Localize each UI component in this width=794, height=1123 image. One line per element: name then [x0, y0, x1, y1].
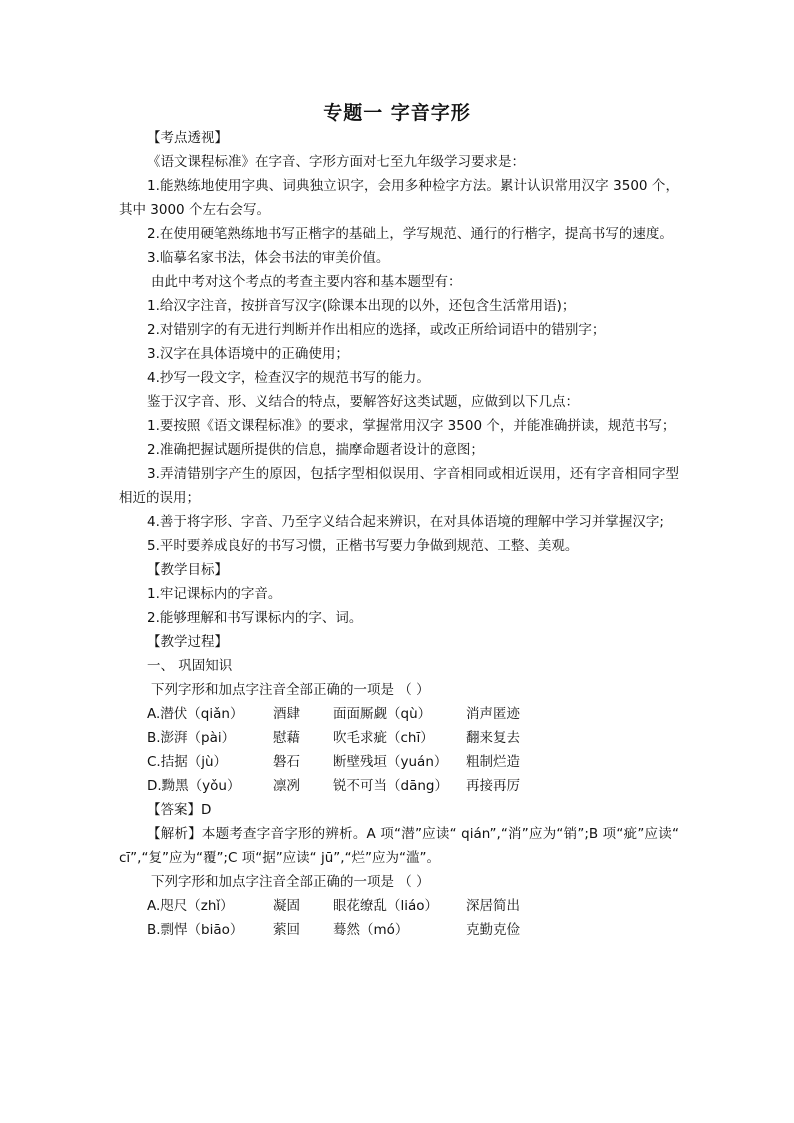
- list-item: 1.牢记课标内的字音。: [147, 586, 282, 602]
- option-d: [119, 774, 679, 798]
- option-term: B.剽悍（biāo）: [147, 922, 244, 938]
- list-item: 2.能够理解和书写课标内的字、词。: [147, 610, 363, 626]
- option-term: B.澎湃（pài）: [147, 730, 236, 746]
- list-item: 1.要按照《语文课程标准》的要求，掌握常用汉字 3500 个，并能准确拼读，规范书写；: [147, 418, 676, 434]
- list-item: 2.准确把握试题所提供的信息，揣摩命题者设计的意图；: [147, 442, 484, 458]
- answer: 【答案】D: [147, 802, 212, 818]
- list-item: 3.汉字在具体语境中的正确使用；: [147, 346, 349, 362]
- list-item: 1.给汉字注音，按拼音写汉字(除课本出现的以外，还包含生活常用语)；: [147, 298, 576, 314]
- option-term: 慰藉: [273, 730, 300, 746]
- option-b: [119, 726, 679, 750]
- question-stem: 下列字形和加点字注音全部正确的一项是 （ ）: [151, 874, 430, 890]
- document-body: [119, 126, 679, 942]
- option-term: A.潜伏（qiǎn）: [147, 706, 244, 722]
- option-term: 凝固: [273, 898, 300, 914]
- option-term: 蓦然（mó）: [333, 922, 409, 938]
- paragraph: 1.能熟练地使用字典、词典独立识字，会用多种检字方法。累计认识常用汉字 3500 个，其中 3000 个左右会写。: [119, 178, 679, 218]
- list-item: 4.抄写一段文字，检查汉字的规范书写的能力。: [147, 370, 430, 386]
- paragraph: 2.在使用硬笔熟练地书写正楷字的基础上，学写规范、通行的行楷字，提高书写的速度。: [147, 226, 673, 242]
- option-term: 翻来复去: [466, 730, 520, 746]
- option-a: [119, 702, 679, 726]
- option-term: 磐石: [273, 754, 300, 770]
- option-term: 粗制烂造: [466, 754, 520, 770]
- list-item: 4.善于将字形、字音、乃至字义结合起来辨识，在对具体语境的理解中学习并掌握汉字;: [147, 514, 664, 530]
- option-term: 深居简出: [466, 898, 520, 914]
- option-term: 断壁残垣（yuán）: [333, 754, 448, 770]
- question-stem: 下列字形和加点字注音全部正确的一项是 （ ）: [151, 682, 430, 698]
- option-term: A.咫尺（zhǐ）: [147, 898, 234, 914]
- option-term: 面面厮觑（qù）: [333, 706, 432, 722]
- option-b: [119, 918, 679, 942]
- option-a: [119, 894, 679, 918]
- option-term: C.拮据（jù）: [147, 754, 228, 770]
- list-item: 3.弄清错别字产生的原因，包括字型相似误用、字音相同或相近误用，还有字音相同字型相近的误用；: [119, 466, 679, 506]
- option-term: 克勤克俭: [466, 922, 520, 938]
- list-item: 2.对错别字的有无进行判断并作出相应的选择，或改正所给词语中的错别字；: [147, 322, 606, 338]
- option-term: D.黝黑（yǒu）: [147, 778, 241, 794]
- option-term: 眼花缭乱（liáo）: [333, 898, 439, 914]
- subsection-heading: 一、 巩固知识: [147, 658, 233, 674]
- option-c: [119, 750, 679, 774]
- option-term: 萦回: [273, 922, 300, 938]
- page-title: 专题一 字音字形: [323, 102, 471, 124]
- explanation: 【解析】本题考查字音字形的辨析。A 项“潜”应读“ qián”,“消”应为“销”;B 项“疵”应读“ cī”,“复”应为“覆”;C 项“据”应读“ jū”,“烂”应为“滥”。: [119, 826, 679, 866]
- section-heading: 【教学目标】: [147, 562, 228, 578]
- option-term: 凛冽: [273, 778, 300, 794]
- section-heading: 【考点透视】: [147, 130, 228, 146]
- paragraph: 3.临摹名家书法，体会书法的审美价值。: [147, 250, 390, 266]
- option-term: 锐不可当（dāng）: [333, 778, 448, 794]
- option-term: 消声匿迹: [466, 706, 520, 722]
- option-term: 再接再厉: [466, 778, 520, 794]
- paragraph: 由此中考对这个考点的考查主要内容和基本题型有：: [151, 274, 462, 290]
- list-item: 5.平时要养成良好的书写习惯，正楷书写要力争做到规范、工整、美观。: [147, 538, 579, 554]
- paragraph: 《语文课程标准》在字音、字形方面对七至九年级学习要求是：: [147, 154, 525, 170]
- option-term: 吹毛求疵（chī）: [333, 730, 434, 746]
- paragraph: 鉴于汉字音、形、义结合的特点，要解答好这类试题，应做到以下几点：: [147, 394, 579, 410]
- section-heading: 【教学过程】: [147, 634, 228, 650]
- option-term: 酒肆: [273, 706, 300, 722]
